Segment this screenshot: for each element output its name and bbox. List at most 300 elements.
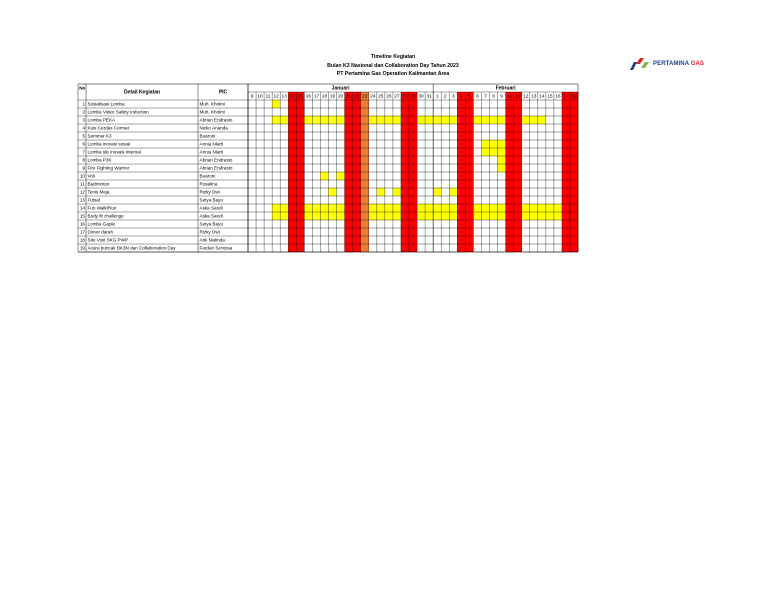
- timeline-cell: [401, 188, 409, 196]
- timeline-cell: [481, 140, 489, 148]
- day-label: 17: [313, 94, 320, 100]
- month-label: Januari: [331, 85, 350, 92]
- timeline-cell: [393, 188, 401, 196]
- day-label: 18: [571, 94, 577, 100]
- row-number: 19: [79, 245, 85, 251]
- timeline-cell: [345, 220, 353, 228]
- timeline-cell: [465, 116, 473, 124]
- day-label: 1: [435, 94, 439, 100]
- timeline-cell: [385, 204, 393, 212]
- day-label: 9: [500, 94, 503, 100]
- row-detail: Lomba ide inovasi internal: [87, 149, 141, 155]
- row-pic: Arik Malinda: [199, 237, 225, 243]
- timeline-cell: [449, 204, 457, 212]
- timeline-cell: [481, 148, 489, 156]
- timeline-cell: [361, 220, 369, 228]
- day-label: 13: [281, 94, 287, 100]
- timeline-cell: [522, 116, 530, 124]
- timeline-cell: [409, 100, 417, 108]
- timeline-cell: [457, 116, 465, 124]
- timeline-cell: [353, 124, 361, 132]
- timeline-cell: [506, 212, 514, 220]
- timeline-cell: [296, 140, 304, 148]
- timeline-cell: [506, 116, 514, 124]
- timeline-cell: [562, 156, 570, 164]
- row-number: 12: [79, 189, 85, 195]
- timeline-cell: [514, 220, 522, 228]
- timeline-cell: [409, 124, 417, 132]
- timeline-cell: [538, 204, 546, 212]
- row-detail: Lomba PEKA: [87, 117, 116, 123]
- timeline-cell: [457, 140, 465, 148]
- timeline-cell: [465, 180, 473, 188]
- day-label: 23: [362, 94, 368, 100]
- timeline-cell: [514, 100, 522, 108]
- row-pic: Rizky Dwi: [199, 189, 220, 195]
- timeline-cell: [361, 204, 369, 212]
- timeline-cell: [409, 164, 417, 172]
- timeline-cell: [345, 116, 353, 124]
- day-label: 15: [547, 94, 553, 100]
- timeline-cell: [506, 228, 514, 236]
- timeline-cell: [337, 212, 345, 220]
- timeline-cell: [530, 204, 538, 212]
- timeline-cell: [353, 132, 361, 140]
- timeline-cell: [449, 188, 457, 196]
- timeline-cell: [272, 212, 280, 220]
- timeline-cell: [296, 236, 304, 244]
- row-detail: Acara puncak BK3N dan Collaboration Day: [87, 245, 176, 251]
- timeline-cell: [570, 244, 578, 252]
- timeline-cell: [562, 188, 570, 196]
- timeline-cell: [409, 140, 417, 148]
- timeline-cell: [361, 244, 369, 252]
- timeline-cell: [377, 188, 385, 196]
- timeline-cell: [288, 164, 296, 172]
- timeline-cell: [457, 188, 465, 196]
- timeline-cell: [353, 148, 361, 156]
- timeline-cell: [481, 116, 489, 124]
- row-number: 10: [79, 173, 85, 179]
- timeline-cell: [409, 244, 417, 252]
- timeline-cell: [401, 180, 409, 188]
- row-pic: Abrian Endrasto: [199, 165, 233, 171]
- day-label: 15: [297, 94, 303, 100]
- row-pic: Fardan Sentosa: [199, 245, 233, 251]
- row-number: 16: [79, 221, 85, 227]
- timeline-cell: [457, 148, 465, 156]
- timeline-cell: [385, 212, 393, 220]
- day-label: 2: [443, 94, 447, 100]
- timeline-cell: [506, 236, 514, 244]
- timeline-cell: [433, 188, 441, 196]
- day-label: 30: [418, 94, 424, 100]
- timeline-cell: [288, 196, 296, 204]
- timeline-cell: [280, 116, 288, 124]
- header-pic: PIC: [218, 89, 228, 96]
- timeline-cell: [377, 212, 385, 220]
- timeline-cell: [506, 140, 514, 148]
- timeline-cell: [465, 212, 473, 220]
- timeline-cell: [369, 212, 377, 220]
- timeline-cell: [506, 148, 514, 156]
- timeline-cell: [441, 212, 449, 220]
- timeline-cell: [345, 236, 353, 244]
- timeline-cell: [433, 204, 441, 212]
- timeline-cell: [554, 212, 562, 220]
- day-label: 25: [378, 94, 384, 100]
- timeline-cell: [345, 140, 353, 148]
- timeline-cell: [288, 140, 296, 148]
- timeline-cell: [288, 180, 296, 188]
- timeline-cell: [465, 132, 473, 140]
- row-number: 6: [82, 141, 85, 147]
- timeline-cell: [554, 204, 562, 212]
- timeline-cell: [514, 204, 522, 212]
- timeline-cell: [353, 188, 361, 196]
- timeline-cell: [401, 172, 409, 180]
- timeline-cell: [361, 180, 369, 188]
- day-label: 16: [305, 94, 312, 100]
- day-label: 31: [426, 94, 432, 100]
- timeline-cell: [562, 116, 570, 124]
- timeline-cell: [465, 220, 473, 228]
- timeline-cell: [570, 156, 578, 164]
- timeline-cell: [353, 100, 361, 108]
- row-pic: Setya Bayu: [199, 197, 223, 203]
- timeline-cell: [288, 172, 296, 180]
- timeline-cell: [465, 196, 473, 204]
- timeline-cell: [522, 212, 530, 220]
- timeline-cell: [409, 204, 417, 212]
- timeline-cell: [562, 164, 570, 172]
- timeline-cell: [409, 180, 417, 188]
- timeline-cell: [514, 116, 522, 124]
- timeline-cell: [465, 236, 473, 244]
- day-label: 12: [523, 94, 529, 100]
- timeline-cell: [562, 196, 570, 204]
- row-number: 3: [82, 117, 85, 123]
- timeline-cell: [506, 132, 514, 140]
- timeline-cell: [498, 164, 506, 172]
- timeline-cell: [457, 220, 465, 228]
- row-pic: Muh. Kholmi: [199, 101, 226, 107]
- timeline-cell: [369, 116, 377, 124]
- timeline-cell: [441, 116, 449, 124]
- timeline-cell: [401, 244, 409, 252]
- timeline-cell: [514, 236, 522, 244]
- timeline-cell: [361, 236, 369, 244]
- row-pic: Abrian Endrasto: [199, 157, 233, 163]
- timeline-cell: [417, 116, 425, 124]
- timeline-cell: [401, 204, 409, 212]
- timeline-cell: [345, 100, 353, 108]
- timeline-cell: [465, 100, 473, 108]
- title-line-2: Bulan K3 Nasional dan Collaboration Day Tahun 2023: [327, 62, 459, 69]
- timeline-cell: [329, 116, 337, 124]
- timeline-cell: [465, 228, 473, 236]
- timeline-cell: [465, 244, 473, 252]
- timeline-cell: [329, 212, 337, 220]
- row-number: 11: [80, 181, 85, 187]
- timeline-cell: [506, 244, 514, 252]
- timeline-cell: [361, 116, 369, 124]
- timeline-cell: [361, 140, 369, 148]
- timeline-cell: [465, 124, 473, 132]
- timeline-cell: [465, 164, 473, 172]
- day-label: 17: [563, 94, 569, 100]
- timeline-cell: [345, 124, 353, 132]
- timeline-cell: [562, 212, 570, 220]
- timeline-cell: [562, 236, 570, 244]
- timeline-cell: [385, 116, 393, 124]
- timeline-cell: [353, 196, 361, 204]
- timeline-cell: [312, 116, 320, 124]
- logo-brand: PERTAMINA: [653, 61, 689, 67]
- timeline-cell: [570, 196, 578, 204]
- row-number: 5: [82, 133, 85, 139]
- timeline-cell: [457, 204, 465, 212]
- timeline-cell: [538, 116, 546, 124]
- timeline-cell: [272, 100, 280, 108]
- row-detail: Lomba P3K: [87, 157, 112, 163]
- timeline-cell: [506, 124, 514, 132]
- timeline-cell: [401, 156, 409, 164]
- row-pic: Aska Sandi: [199, 213, 223, 219]
- day-label: 11: [515, 94, 521, 100]
- timeline-cell: [490, 212, 498, 220]
- timeline-cell: [570, 124, 578, 132]
- timeline-cell: [393, 212, 401, 220]
- timeline-cell: [353, 204, 361, 212]
- row-detail: Body fit challenge: [87, 213, 124, 219]
- timeline-cell: [296, 180, 304, 188]
- timeline-cell: [506, 172, 514, 180]
- timeline-cell: [361, 108, 369, 116]
- row-detail: Lomba Gaple: [87, 221, 116, 227]
- timeline-cell: [377, 204, 385, 212]
- timeline-cell: [288, 116, 296, 124]
- row-number: 8: [82, 157, 85, 163]
- timeline-cell: [457, 172, 465, 180]
- timeline-cell: [433, 116, 441, 124]
- timeline-cell: [345, 244, 353, 252]
- timeline-cell: [345, 164, 353, 172]
- timeline-cell: [337, 204, 345, 212]
- row-number: 18: [79, 237, 85, 243]
- timeline-cell: [530, 116, 538, 124]
- timeline-cell: [401, 116, 409, 124]
- row-pic: Setya Bayu: [199, 221, 223, 227]
- timeline-cell: [296, 220, 304, 228]
- day-label: 3: [451, 94, 455, 100]
- timeline-cell: [490, 148, 498, 156]
- timeline-cell: [498, 212, 506, 220]
- row-pic: Buaroni: [199, 133, 216, 139]
- timeline-cell: [562, 148, 570, 156]
- timeline-cell: [481, 212, 489, 220]
- timeline-cell: [441, 204, 449, 212]
- row-detail: Fun Walk/Run: [87, 205, 117, 211]
- timeline-cell: [506, 164, 514, 172]
- timeline-cell: [320, 116, 328, 124]
- timeline-cell: [562, 228, 570, 236]
- timeline-cell: [353, 108, 361, 116]
- row-detail: Sosialisasi Lomba: [87, 101, 125, 107]
- timeline-cell: [288, 132, 296, 140]
- timeline-cell: [320, 204, 328, 212]
- timeline-cell: [361, 132, 369, 140]
- timeline-cell: [401, 164, 409, 172]
- day-label: 11: [265, 94, 271, 100]
- day-label: 29: [410, 94, 416, 100]
- timeline-cell: [506, 100, 514, 108]
- timeline-cell: [506, 180, 514, 188]
- timeline-cell: [296, 244, 304, 252]
- day-label: 21: [345, 94, 352, 100]
- timeline-cell: [272, 204, 280, 212]
- timeline-cell: [409, 228, 417, 236]
- timeline-cell: [570, 116, 578, 124]
- timeline-cell: [296, 188, 304, 196]
- timeline-cell: [546, 212, 554, 220]
- row-pic: Nicko Ananda: [199, 125, 228, 131]
- day-label: 16: [555, 94, 561, 100]
- day-label: 9: [250, 94, 254, 100]
- day-label: 10: [257, 94, 263, 100]
- timeline-cell: [409, 156, 417, 164]
- timeline-cell: [457, 124, 465, 132]
- timeline-cell: [570, 108, 578, 116]
- timeline-cell: [345, 212, 353, 220]
- timeline-cell: [562, 220, 570, 228]
- timeline-cell: [473, 204, 481, 212]
- timeline-cell: [361, 172, 369, 180]
- row-pic: Annia Nlarti: [199, 149, 224, 155]
- timeline-cell: [465, 172, 473, 180]
- timeline-cell: [288, 228, 296, 236]
- day-label: 5: [468, 94, 471, 100]
- timeline-cell: [288, 188, 296, 196]
- timeline-cell: [417, 204, 425, 212]
- timeline-cell: [304, 212, 312, 220]
- timeline-cell: [329, 204, 337, 212]
- timeline-cell: [570, 132, 578, 140]
- row-number: 2: [82, 109, 85, 115]
- timeline-cell: [522, 204, 530, 212]
- timeline-cell: [296, 148, 304, 156]
- timeline-cell: [345, 108, 353, 116]
- timeline-cell: [329, 188, 337, 196]
- timeline-cell: [288, 124, 296, 132]
- timeline-cell: [546, 204, 554, 212]
- timeline-cell: [457, 228, 465, 236]
- timeline-cell: [409, 188, 417, 196]
- timeline-cell: [409, 212, 417, 220]
- timeline-cell: [337, 172, 345, 180]
- timeline-cell: [353, 236, 361, 244]
- timeline-cell: [514, 156, 522, 164]
- timeline-cell: [361, 100, 369, 108]
- timeline-cell: [288, 244, 296, 252]
- row-number: 4: [82, 125, 85, 131]
- row-detail: Donor darah: [87, 229, 114, 235]
- timeline-cell: [353, 116, 361, 124]
- timeline-cell: [514, 196, 522, 204]
- day-label: 14: [539, 94, 545, 100]
- timeline-cell: [393, 116, 401, 124]
- timeline-cell: [345, 148, 353, 156]
- day-label: 22: [354, 94, 360, 100]
- header-no: No: [79, 85, 86, 91]
- row-detail: Badminton: [87, 181, 110, 187]
- row-number: 1: [82, 101, 85, 107]
- timeline-cell: [296, 132, 304, 140]
- timeline-cell: [361, 164, 369, 172]
- timeline-cell: [506, 196, 514, 204]
- timeline-cell: [425, 212, 433, 220]
- timeline-cell: [457, 180, 465, 188]
- row-number: 7: [82, 149, 85, 155]
- timeline-cell: [312, 204, 320, 212]
- timeline-cell: [353, 140, 361, 148]
- timeline-cell: [401, 132, 409, 140]
- timeline-cell: [361, 148, 369, 156]
- day-label: 20: [337, 94, 344, 100]
- timeline-cell: [506, 188, 514, 196]
- timeline-cell: [570, 212, 578, 220]
- timeline-cell: [514, 124, 522, 132]
- timeline-cell: [272, 116, 280, 124]
- timeline-cell: [514, 212, 522, 220]
- row-detail: Tenis Meja: [87, 189, 110, 195]
- timeline-cell: [361, 156, 369, 164]
- timeline-cell: [280, 212, 288, 220]
- timeline-cell: [498, 204, 506, 212]
- timeline-cell: [345, 132, 353, 140]
- timeline-cell: [288, 148, 296, 156]
- timeline-cell: [570, 140, 578, 148]
- timeline-cell: [288, 220, 296, 228]
- logo-sub: GAS: [690, 61, 704, 67]
- timeline-cell: [296, 164, 304, 172]
- timeline-cell: [401, 220, 409, 228]
- row-number: 15: [79, 213, 85, 219]
- timeline-cell: [417, 212, 425, 220]
- timeline-cell: [514, 164, 522, 172]
- timeline-cell: [296, 156, 304, 164]
- day-label: 14: [289, 94, 295, 100]
- day-label: 4: [459, 94, 463, 100]
- row-pic: Abrian Endrasto: [199, 117, 233, 123]
- day-label: 27: [394, 94, 400, 100]
- timeline-cell: [498, 148, 506, 156]
- day-label: 13: [531, 94, 537, 100]
- timeline-cell: [538, 212, 546, 220]
- timeline-cell: [345, 188, 353, 196]
- timeline-cell: [562, 244, 570, 252]
- timeline-cell: [433, 212, 441, 220]
- timeline-cell: [288, 236, 296, 244]
- timeline-cell: [369, 204, 377, 212]
- timeline-cell: [562, 132, 570, 140]
- timeline-cell: [377, 116, 385, 124]
- row-detail: Lomba inovasi sosial: [87, 141, 131, 147]
- timeline-cell: [401, 140, 409, 148]
- timeline-cell: [345, 196, 353, 204]
- timeline-cell: [296, 228, 304, 236]
- timeline-cell: [304, 204, 312, 212]
